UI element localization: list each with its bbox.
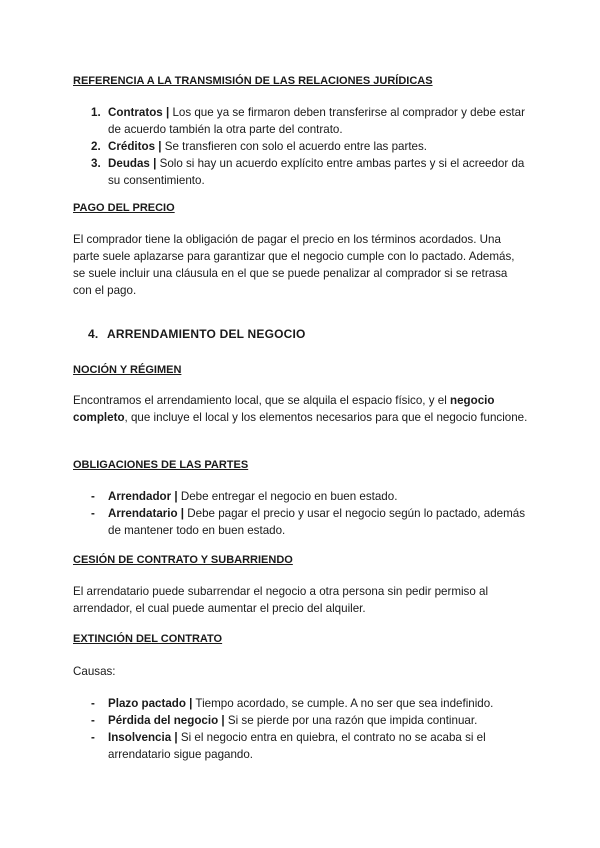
list-item bbox=[73, 104, 528, 138]
list-item bbox=[73, 712, 528, 729]
item-term: Arrendador | bbox=[108, 490, 178, 503]
item-term: Deudas | bbox=[108, 157, 157, 170]
item-text: Se transfieren con solo el acuerdo entre las partes. bbox=[161, 140, 428, 153]
list-item bbox=[73, 505, 528, 539]
referencia-list bbox=[73, 104, 528, 189]
list-item bbox=[73, 695, 528, 712]
section-number: 4. bbox=[88, 327, 99, 341]
dash-marker: - bbox=[91, 507, 95, 520]
dash-marker: - bbox=[91, 490, 95, 503]
heading-pago: PAGO DEL PRECIO bbox=[73, 202, 175, 214]
item-term: Pérdida del negocio | bbox=[108, 714, 225, 727]
list-number: 3. bbox=[91, 157, 101, 170]
nocion-paragraph bbox=[73, 392, 528, 426]
dash-marker: - bbox=[91, 714, 95, 727]
heading-extincion: EXTINCIÓN DEL CONTRATO bbox=[73, 633, 223, 645]
nocion-text-1: Encontramos el arrendamiento local, que se alquila el espacio físico, y el bbox=[73, 394, 451, 407]
causas-list bbox=[73, 695, 528, 763]
list-item bbox=[73, 155, 528, 189]
item-text: Si el negocio entra en quiebra, el contrato no se acaba si el arrendatario sigue pagando. bbox=[108, 731, 486, 761]
list-number: 2. bbox=[91, 140, 101, 153]
section-title bbox=[88, 326, 306, 343]
item-term: Arrendatario | bbox=[108, 507, 185, 520]
pago-paragraph: El comprador tiene la obligación de pagar el precio en los términos acordados. Una parte suele aplazarse para garantizar que el negocio cumple con lo pactado. Además, se suele incluir una cláusula en el que se puede penalizar al comprador si se retrasa con el pago. bbox=[73, 233, 515, 297]
list-item bbox=[73, 488, 528, 505]
heading-referencia: REFERENCIA A LA TRANSMISIÓN DE LAS RELACIONES JURÍDICAS bbox=[73, 75, 433, 87]
nocion-text-2: , que incluye el local y los elementos necesarios para que el negocio funcione. bbox=[124, 411, 528, 424]
item-term: Créditos | bbox=[108, 140, 162, 153]
obligaciones-list bbox=[73, 488, 528, 539]
item-text: Los que ya se firmaron deben transferirse al comprador y debe estar de acuerdo también la otra parte del contrato. bbox=[108, 106, 525, 136]
item-term: Contratos | bbox=[108, 106, 170, 119]
item-text: Tiempo acordado, se cumple. A no ser que sea indefinido. bbox=[192, 697, 494, 710]
section-title-text: ARRENDAMIENTO DEL NEGOCIO bbox=[107, 327, 306, 341]
list-item bbox=[73, 729, 528, 763]
item-text: Solo si hay un acuerdo explícito entre ambas partes y si el acreedor da su consentimiento. bbox=[108, 157, 525, 187]
heading-nocion: NOCIÓN Y RÉGIMEN bbox=[73, 364, 182, 376]
dash-marker: - bbox=[91, 697, 95, 710]
item-text: Si se pierde por una razón que impida continuar. bbox=[224, 714, 478, 727]
item-text: Debe entregar el negocio en buen estado. bbox=[177, 490, 398, 503]
heading-cesion: CESIÓN DE CONTRATO Y SUBARRIENDO bbox=[73, 554, 293, 566]
list-item bbox=[73, 138, 528, 155]
item-text: Debe pagar el precio y usar el negocio según lo pactado, además de mantener todo en buen estado. bbox=[108, 507, 525, 537]
heading-obligaciones: OBLIGACIONES DE LAS PARTES bbox=[73, 459, 249, 471]
nocion-bold: negocio completo bbox=[73, 394, 495, 424]
causas-label: Causas: bbox=[73, 665, 116, 678]
list-number: 1. bbox=[91, 106, 101, 119]
cesion-paragraph: El arrendatario puede subarrendar el negocio a otra persona sin pedir permiso al arrendador, el cual puede aumentar el precio del alquiler. bbox=[73, 585, 489, 615]
dash-marker: - bbox=[91, 731, 95, 744]
item-term: Insolvencia | bbox=[108, 731, 178, 744]
item-term: Plazo pactado | bbox=[108, 697, 193, 710]
